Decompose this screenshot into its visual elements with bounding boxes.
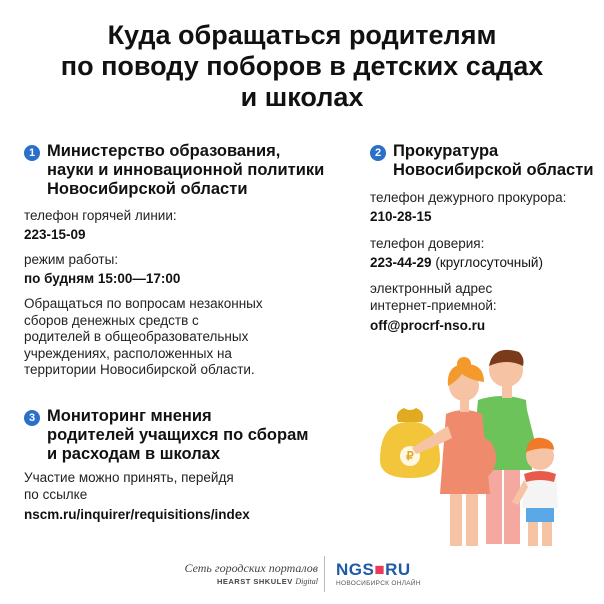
ngs-logo-ru: RU: [385, 560, 411, 579]
section-3-number-badge: 3: [24, 410, 40, 426]
trust-phone: [370, 254, 543, 271]
section-1-heading: [47, 142, 324, 199]
section-3-heading-line: и расходам в школах: [47, 445, 221, 463]
description-line: учреждениях, расположенных на: [24, 345, 232, 361]
email-address-link[interactable]: off@procrf-nso.ru: [370, 318, 486, 333]
title-line-2: по поводу поборов в детских садах: [60, 51, 544, 81]
hotline-phone[interactable]: 223-15-09: [24, 227, 86, 242]
digital-text: Digital: [295, 577, 318, 586]
portal-network-logo: Сеть городских порталов: [184, 561, 318, 575]
description-line: родителей в общеобразовательных: [24, 329, 249, 344]
section-3-text-line: Участие можно принять, перейдя: [24, 470, 234, 485]
trust-phone-note: (круглосуточный): [435, 255, 543, 270]
section-1-number-badge: 1: [24, 145, 40, 161]
description-line: сборов денежных средств с: [24, 312, 199, 328]
duty-prosecutor-label: телефон дежурного прокурора:: [370, 190, 567, 205]
section-2-heading-line: Новосибирской области: [393, 161, 594, 179]
section-1-description: [24, 296, 263, 379]
section-3-text: [24, 470, 234, 503]
section-3-text-line: по ссылке: [24, 486, 88, 502]
ngs-logo: [336, 560, 411, 580]
hearst-shkulev-logo: [168, 577, 318, 586]
page-title: [0, 20, 604, 113]
footer-divider: [324, 556, 325, 592]
section-2-heading: [393, 142, 593, 180]
description-line: Обращаться по вопросам незаконных: [24, 296, 263, 311]
section-1-heading-line: науки и инновационной политики: [47, 161, 325, 179]
title-line-1: Куда обращаться родителям: [107, 20, 497, 50]
family-illustration: [360, 340, 590, 554]
ngs-logo-text: NGS: [336, 560, 375, 579]
section-3-heading-line: родителей учащихся по сборам: [47, 426, 309, 444]
work-hours-value: по будням 15:00—17:00: [24, 271, 181, 286]
title-line-3: и школах: [240, 82, 364, 112]
duty-prosecutor-phone[interactable]: 210-28-15: [370, 209, 432, 224]
hearst-shkulev-text: HEARST SHKULEV: [216, 577, 293, 586]
email-label-line: интернет-приемной:: [370, 298, 497, 313]
trust-phone-number[interactable]: 223-44-29: [370, 255, 432, 270]
survey-link[interactable]: nscm.ru/inquirer/requisitions/index: [24, 507, 250, 522]
email-label: [370, 280, 497, 314]
section-3-heading: [47, 407, 308, 464]
email-label-line: электронный адрес: [370, 281, 493, 296]
svg-text:₽: ₽: [406, 449, 414, 463]
description-line: территории Новосибирской области.: [24, 362, 255, 377]
ngs-logo-dot: ■: [374, 560, 386, 579]
section-1-heading-line: Новосибирской области: [47, 180, 248, 198]
section-1-heading-line: Министерство образования,: [47, 142, 281, 160]
hotline-label: телефон горячей линии:: [24, 208, 177, 223]
trust-phone-label: телефон доверия:: [370, 236, 485, 251]
work-hours-label: режим работы:: [24, 252, 119, 267]
section-2-number-badge: 2: [370, 145, 386, 161]
ngs-logo-subtitle: НОВОСИБИРСК ОНЛАЙН: [336, 580, 421, 587]
section-2-heading-line: Прокуратура: [393, 142, 499, 160]
section-3-heading-line: Мониторинг мнения: [47, 407, 212, 425]
